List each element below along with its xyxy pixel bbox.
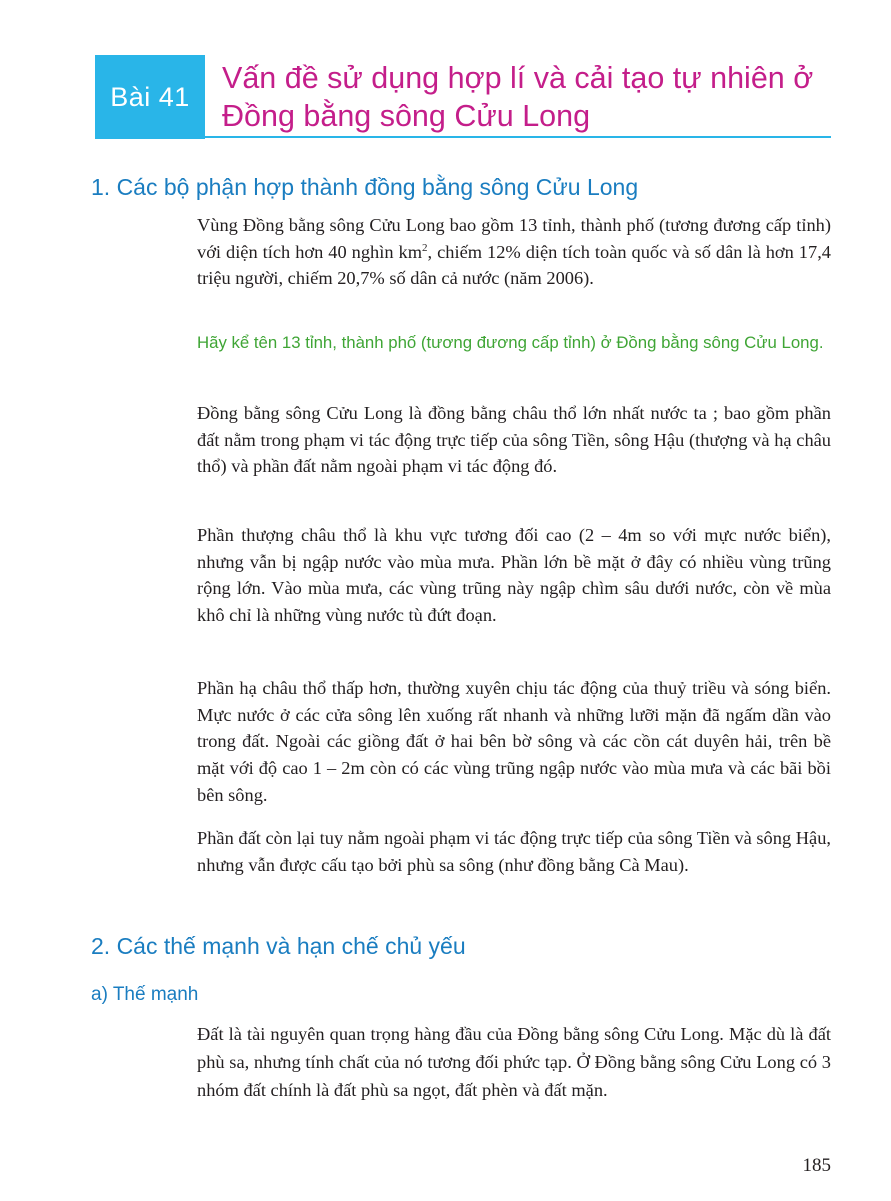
lesson-badge: Bài 41: [95, 55, 205, 139]
paragraph-text: Vùng Đồng bằng sông Cửu Long bao gồm 13 tỉnh, thành phố (tương đương cấp tỉnh) với diện tích hơn 40 nghìn km: [197, 215, 831, 262]
superscript: 2: [422, 241, 428, 254]
lesson-title: Vấn đề sử dụng hợp lí và cải tạo tự nhiên ở Đồng bằng sông Cửu Long: [222, 61, 814, 133]
lesson-header: [95, 55, 831, 139]
section-2-heading: 2. Các thế mạnh và hạn chế chủ yếu: [91, 933, 466, 959]
section-1-heading: 1. Các bộ phận hợp thành đồng bằng sông Cửu Long: [91, 174, 639, 200]
title-underline: [205, 136, 831, 138]
section-1-paragraph-4: Phần hạ châu thổ thấp hơn, thường xuyên chịu tác động của thuỷ triều và sóng biển. Mực nước ở các cửa sông lên xuống rất nhanh và những lưỡi mặn đã ngấm dần vào trong đất. Ngoài các giồng đất ở hai bên bờ sông và các cồn cát duyên hải, trên bề mặt với độ cao 1 – 2m còn có các vùng trũng ngập nước vào mùa mưa và các bãi bồi bên sông.: [197, 678, 831, 805]
section-2-paragraph-1: Đất là tài nguyên quan trọng hàng đầu của Đồng bằng sông Cửu Long. Mặc dù là đất phù sa, nhưng tính chất của nó tương đối phức tạp. Ở Đồng bằng sông Cửu Long có 3 nhóm đất chính là đất phù sa ngọt, đất phèn và đất mặn.: [197, 1024, 831, 1101]
section-1-paragraph-3: Phần thượng châu thổ là khu vực tương đối cao (2 – 4m so với mực nước biển), nhưng vẫn bị ngập nước vào mùa mưa. Phần lớn bề mặt ở đây có nhiều vùng trũng rộng lớn. Vào mùa mưa, các vùng trũng này ngập chìm sâu dưới nước, còn về mùa khô chỉ là những vùng nước tù đứt đoạn.: [197, 525, 831, 626]
section-2-subheading: a) Thế mạnh: [91, 984, 199, 1005]
question-prompt: Hãy kể tên 13 tỉnh, thành phố (tương đương cấp tỉnh) ở Đồng bằng sông Cửu Long.: [197, 333, 824, 352]
section-1-paragraph-1: [197, 212, 831, 292]
section-1-paragraph-5: Phần đất còn lại tuy nằm ngoài phạm vi tác động trực tiếp của sông Tiền và sông Hậu, nhưng vẫn được cấu tạo bởi phù sa sông (như đồng bằng Cà Mau).: [197, 828, 831, 875]
page-number: 185: [802, 1155, 831, 1176]
section-1-paragraph-2: Đồng bằng sông Cửu Long là đồng bằng châu thổ lớn nhất nước ta ; bao gồm phần đất nằm trong phạm vi tác động trực tiếp của sông Tiền, sông Hậu (thượng và hạ châu thổ) và phần đất nằm ngoài phạm vi tác động đó.: [197, 403, 831, 477]
paragraph-text: , chiếm 12% diện tích toàn quốc và số dân là hơn 17,4 triệu người, chiếm 20,7% số dân cả nước (năm 2006).: [197, 241, 831, 289]
